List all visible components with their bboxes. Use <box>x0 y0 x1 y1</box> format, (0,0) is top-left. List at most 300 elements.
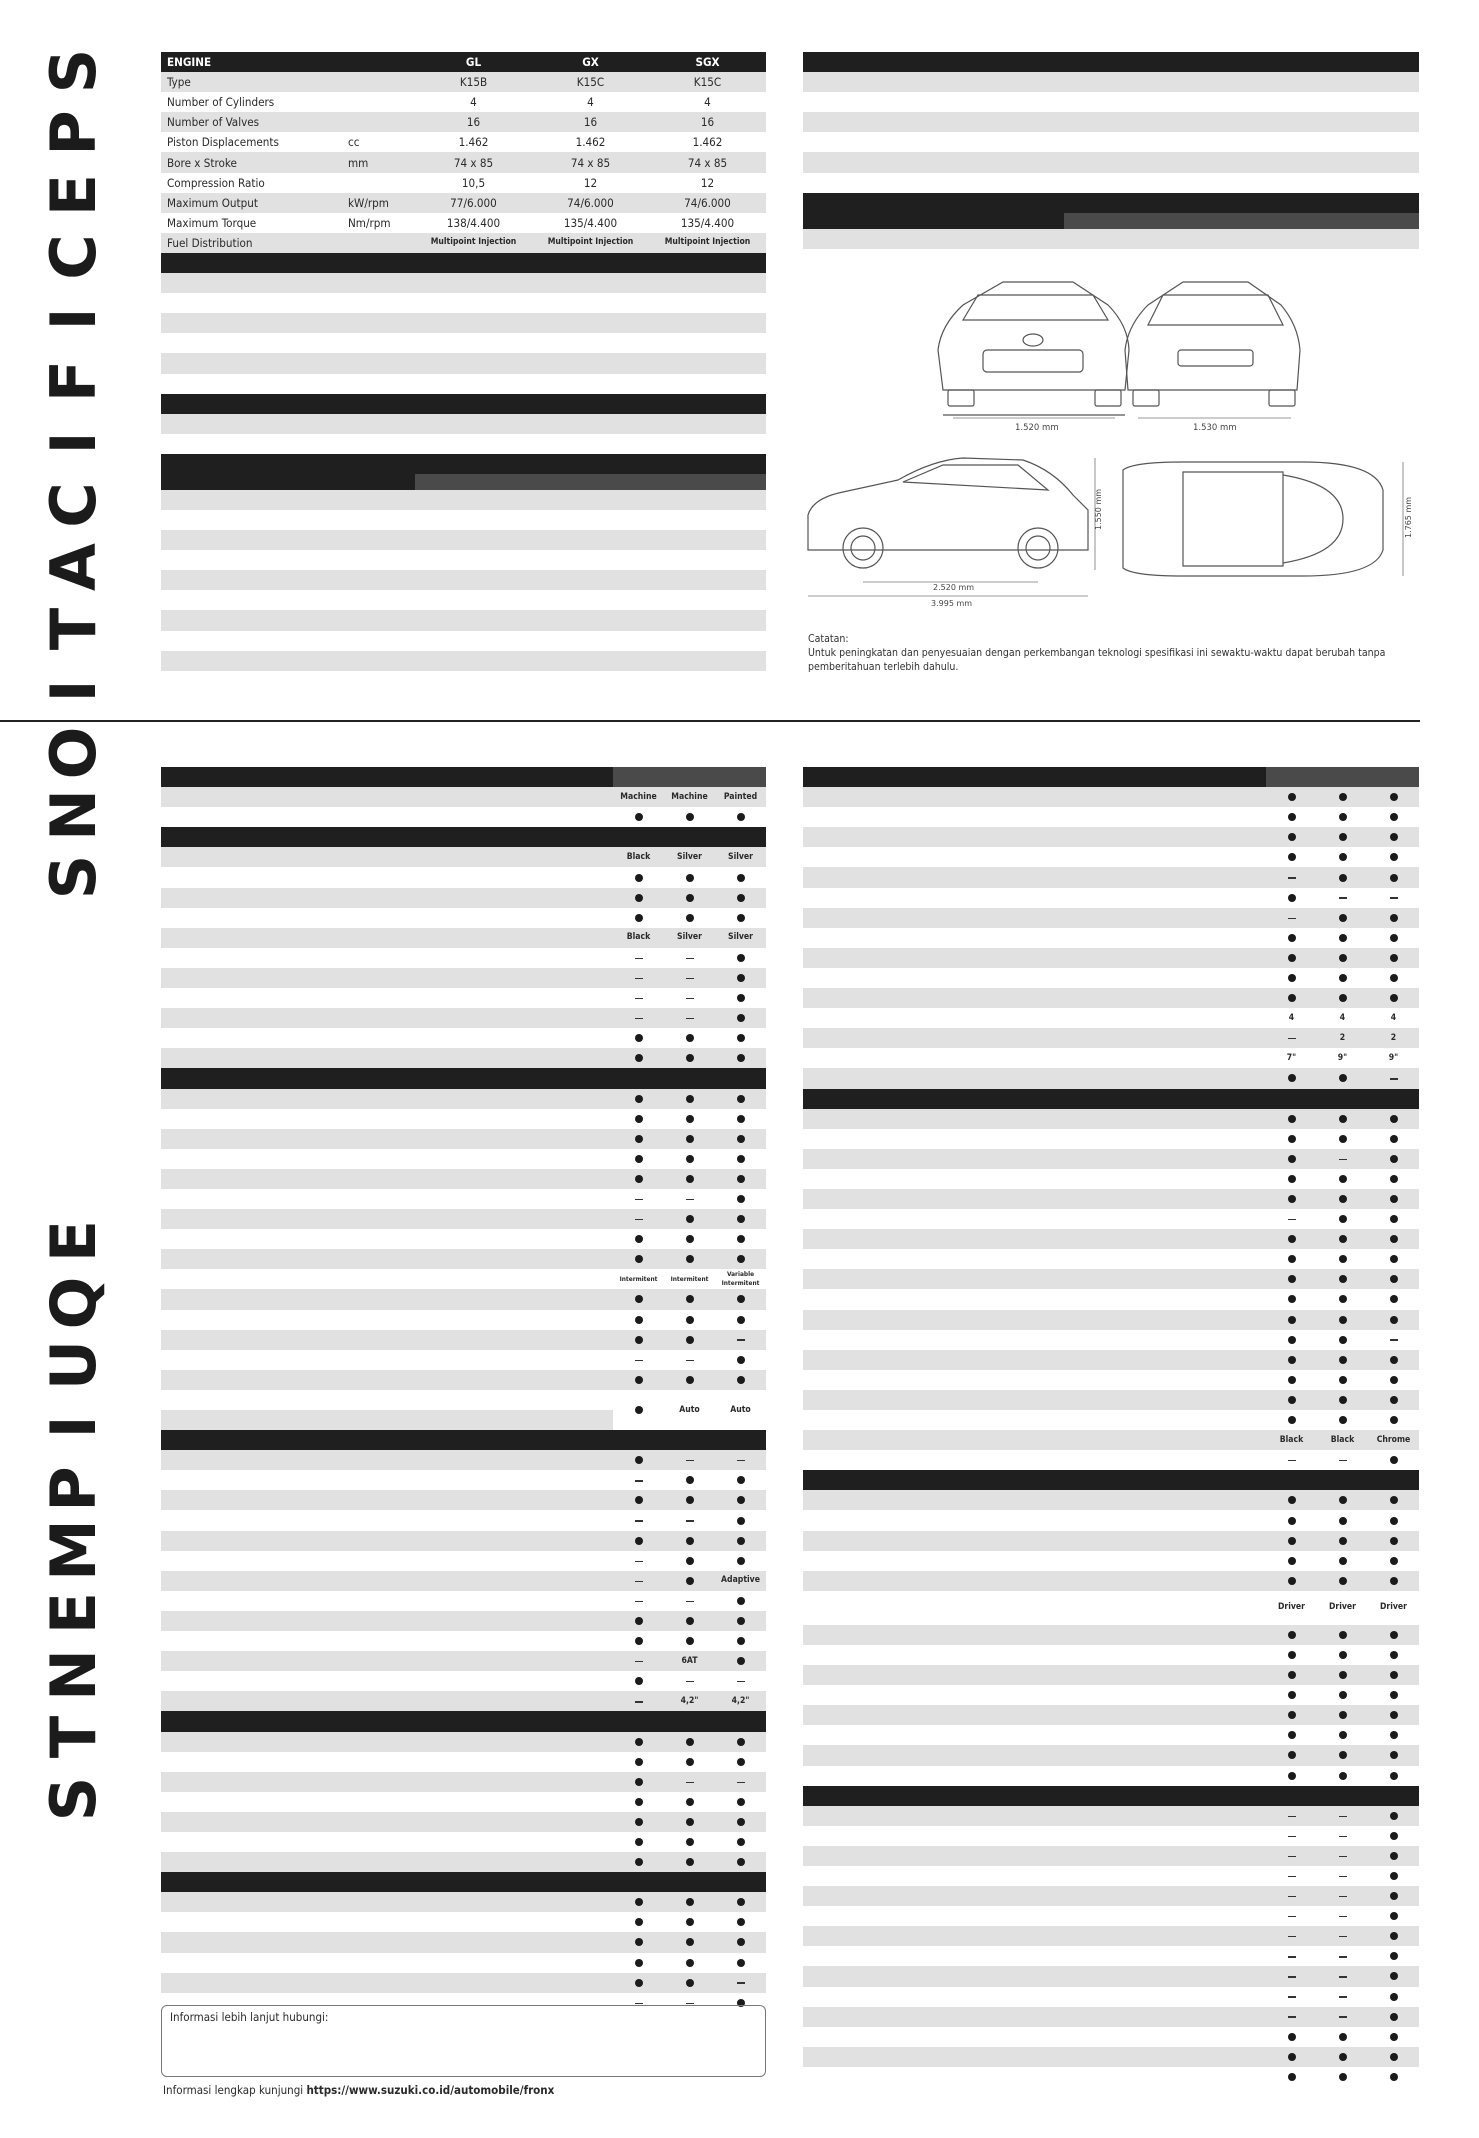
available-dot-icon <box>737 1235 745 1243</box>
side-title-letter: T <box>37 1715 110 1759</box>
spec-value: kW/rpm <box>342 193 415 213</box>
spec-value <box>592 530 649 550</box>
available-dot-icon <box>1390 1356 1398 1364</box>
equipment-availability <box>664 1571 715 1591</box>
spec-value <box>415 550 475 570</box>
equipment-availability <box>664 1109 715 1129</box>
equipment-availability <box>1368 1966 1419 1986</box>
spec-label <box>161 550 292 570</box>
side-title-letter: C <box>37 482 110 528</box>
table-row <box>803 1926 1419 1946</box>
available-dot-icon <box>737 1617 745 1625</box>
equipment-name <box>161 1048 359 1068</box>
not-available-dash-icon <box>686 1520 694 1521</box>
weight-table <box>803 193 1419 249</box>
available-dot-icon <box>1288 1631 1296 1639</box>
equipment-name <box>803 1450 1024 1470</box>
table-row <box>161 590 766 610</box>
spec-value <box>649 550 766 570</box>
equipment-availability <box>1317 1926 1368 1946</box>
equipment-availability <box>1368 1390 1419 1410</box>
available-dot-icon <box>635 874 643 882</box>
equipment-availability <box>664 908 715 928</box>
equipment-detail <box>359 1370 613 1390</box>
equipment-availability <box>1266 1725 1317 1745</box>
not-available-dash-icon <box>1339 1936 1347 1937</box>
equipment-detail <box>1024 1966 1266 1986</box>
equipment-right-panel <box>803 767 1419 2087</box>
equipment-availability <box>1317 1490 1368 1510</box>
available-dot-icon <box>1288 1135 1296 1143</box>
spec-value <box>649 570 766 590</box>
available-dot-icon <box>1288 1195 1296 1203</box>
not-available-dash-icon <box>1288 1976 1296 1977</box>
available-dot-icon <box>1339 1295 1347 1303</box>
equipment-availability: Adaptive <box>715 1571 766 1591</box>
rear-width-label: 1.530 mm <box>1193 423 1237 433</box>
equipment-availability <box>1266 1645 1317 1665</box>
equipment-availability: 6AT <box>664 1651 715 1671</box>
spec-unit <box>342 313 415 333</box>
equipment-availability <box>613 968 664 988</box>
equipment-availability <box>715 1490 766 1510</box>
equipment-availability <box>1266 1966 1317 1986</box>
spec-value: 74/6.000 <box>532 193 649 213</box>
equipment-detail <box>1024 1685 1266 1705</box>
spec-unit <box>342 273 415 293</box>
spec-value: K15C <box>532 72 649 92</box>
table-row <box>161 193 766 213</box>
equipment-availability: Black <box>1317 1430 1368 1450</box>
equipment-availability <box>1368 1926 1419 1946</box>
equipment-name <box>803 1685 1024 1705</box>
grade-header <box>1181 193 1298 213</box>
side-title-letter: P <box>37 110 110 156</box>
equipment-detail <box>1024 1209 1266 1229</box>
equipment-availability <box>664 1812 715 1832</box>
equipment-availability <box>1317 2027 1368 2047</box>
equipment-availability <box>1368 1846 1419 1866</box>
available-dot-icon <box>1288 1074 1296 1082</box>
available-dot-icon <box>686 1938 694 1946</box>
available-dot-icon <box>1288 1651 1296 1659</box>
equipment-name <box>803 1149 1024 1169</box>
side-view-drawing <box>808 458 1088 568</box>
spec-value: 74 x 85 <box>415 152 532 172</box>
equipment-availability <box>664 1631 715 1651</box>
equipment-detail <box>359 1048 613 1068</box>
equipment-detail <box>359 1109 613 1129</box>
side-title-letter: E <box>37 173 110 217</box>
equipment-availability <box>664 867 715 887</box>
equipment-availability <box>1317 1310 1368 1330</box>
equipment-availability <box>664 1953 715 1973</box>
table-row <box>161 1571 766 1591</box>
spec-value <box>415 651 475 671</box>
equipment-name <box>803 1725 1024 1745</box>
footer-text: Informasi lengkap kunjungi <box>163 2083 304 2097</box>
available-dot-icon <box>1390 1537 1398 1545</box>
available-dot-icon <box>1390 1852 1398 1860</box>
equipment-detail <box>1024 787 1266 807</box>
equipment-name <box>161 1611 359 1631</box>
not-available-dash-icon <box>1288 1936 1296 1937</box>
equipment-availability <box>664 1008 715 1028</box>
equipment-availability <box>613 1249 664 1269</box>
not-available-dash-icon <box>1390 1078 1398 1079</box>
equipment-name <box>803 888 1024 908</box>
available-dot-icon <box>1390 1772 1398 1780</box>
equipment-name <box>803 2027 1024 2047</box>
equipment-detail <box>1024 1645 1266 1665</box>
equipment-availability <box>664 1892 715 1912</box>
equipment-availability <box>613 1229 664 1249</box>
spec-label <box>803 229 1064 249</box>
transmission-type <box>1239 213 1298 229</box>
not-available-dash-icon <box>635 1561 643 1562</box>
equipment-availability <box>715 1792 766 1812</box>
available-dot-icon <box>1288 1356 1296 1364</box>
equipment-availability <box>1368 1571 1419 1591</box>
table-row <box>161 353 766 373</box>
section-header <box>803 1786 1266 1806</box>
grade-header <box>532 454 649 474</box>
equipment-availability <box>613 948 664 968</box>
available-dot-icon <box>1339 2073 1347 2081</box>
footer-url-link[interactable]: https://www.suzuki.co.id/automobile/fronx <box>306 2083 555 2097</box>
equipment-availability <box>1317 1987 1368 2007</box>
not-available-dash-icon <box>1288 1856 1296 1857</box>
equipment-name <box>161 867 359 887</box>
spec-unit <box>342 293 415 313</box>
equipment-availability <box>715 948 766 968</box>
equipment-detail <box>1024 1028 1266 1048</box>
equipment-availability <box>1368 1625 1419 1645</box>
available-dot-icon <box>686 1215 694 1223</box>
available-dot-icon <box>1390 1376 1398 1384</box>
not-available-dash-icon <box>635 1360 643 1361</box>
table-row <box>803 72 1419 92</box>
spec-value: 77/6.000 <box>415 193 532 213</box>
spec-value <box>475 631 532 651</box>
not-available-dash-icon <box>737 1782 745 1783</box>
equipment-availability <box>1317 1370 1368 1390</box>
available-dot-icon <box>1339 1255 1347 1263</box>
spec-value <box>532 510 592 530</box>
available-dot-icon <box>1339 1215 1347 1223</box>
table-row <box>161 1591 766 1611</box>
available-dot-icon <box>635 1316 643 1324</box>
equipment-availability <box>1317 2047 1368 2067</box>
spec-value <box>1064 173 1419 193</box>
equipment-availability <box>1317 1229 1368 1249</box>
available-dot-icon <box>1339 1671 1347 1679</box>
spec-value <box>342 173 415 193</box>
note-text: Untuk peningkatan dan penyesuaian dengan perkembangan teknologi spesifikasi ini sewaktu-waktu dapat berubah tanpa pemberitahuan terlebih dahulu. <box>808 647 1386 673</box>
table-row <box>803 1410 1419 1430</box>
table-row <box>803 767 1419 787</box>
equipment-name <box>803 867 1024 887</box>
equipment-availability: Black <box>1266 1430 1317 1450</box>
equipment-name <box>803 787 1024 807</box>
equipment-name <box>161 1189 359 1209</box>
available-dot-icon <box>1390 1557 1398 1565</box>
spec-value <box>415 333 766 353</box>
table-row <box>803 1886 1419 1906</box>
available-dot-icon <box>737 1175 745 1183</box>
equipment-availability <box>613 1973 664 1993</box>
equipment-detail <box>1024 1350 1266 1370</box>
section-divider <box>0 720 1420 722</box>
spec-label <box>161 414 415 434</box>
available-dot-icon <box>1339 1135 1347 1143</box>
spec-value: 135/4.400 <box>532 213 649 233</box>
available-dot-icon <box>686 1155 694 1163</box>
side-title-letter: I <box>37 679 110 703</box>
equipment-detail <box>1024 1531 1266 1551</box>
not-available-dash-icon <box>1339 2016 1347 2017</box>
available-dot-icon <box>686 1054 694 1062</box>
spec-label: Compression Ratio <box>161 173 342 193</box>
available-dot-icon <box>737 954 745 962</box>
side-title-letter: N <box>37 789 110 841</box>
dimensions-header <box>161 253 766 273</box>
table-row <box>803 1330 1419 1350</box>
equipment-availability <box>715 1470 766 1490</box>
equipment-detail <box>1024 1249 1266 1269</box>
spec-value <box>1064 152 1419 172</box>
equipment-name <box>803 988 1024 1008</box>
side-title-letter: I <box>37 431 110 455</box>
table-row <box>803 1390 1419 1410</box>
equipment-availability <box>715 1149 766 1169</box>
available-dot-icon <box>1390 974 1398 982</box>
available-dot-icon <box>737 1959 745 1967</box>
table-row <box>161 988 766 1008</box>
equipment-availability <box>613 1631 664 1651</box>
equipment-availability <box>715 1189 766 1209</box>
grade-column-header <box>613 767 664 787</box>
equipment-detail <box>359 1390 613 1410</box>
table-row <box>803 1625 1419 1645</box>
available-dot-icon <box>635 1959 643 1967</box>
available-dot-icon <box>737 1155 745 1163</box>
table-row <box>161 1812 766 1832</box>
equipment-availability <box>1368 847 1419 867</box>
not-available-dash-icon <box>1339 1996 1347 1997</box>
equipment-availability <box>664 1832 715 1852</box>
equipment-detail <box>359 1510 613 1530</box>
equipment-availability <box>715 1631 766 1651</box>
available-dot-icon <box>635 914 643 922</box>
equipment-availability <box>613 1611 664 1631</box>
equipment-availability <box>1317 1269 1368 1289</box>
available-dot-icon <box>686 1235 694 1243</box>
spec-value <box>342 72 415 92</box>
equipment-name <box>161 888 359 908</box>
spec-value <box>1181 229 1239 249</box>
spec-value: Multipoint Injection <box>532 233 649 253</box>
available-dot-icon <box>686 1376 694 1384</box>
equipment-availability <box>715 1732 766 1752</box>
available-dot-icon <box>1339 974 1347 982</box>
equipment-availability <box>1317 1531 1368 1551</box>
equipment-availability <box>1368 1370 1419 1390</box>
equipment-availability <box>715 1048 766 1068</box>
equipment-availability <box>715 1531 766 1551</box>
table-row <box>803 1946 1419 1966</box>
equipment-availability: Chrome <box>1368 1430 1419 1450</box>
not-available-dash-icon <box>635 1018 643 1019</box>
equipment-availability <box>664 1028 715 1048</box>
transmission-table <box>161 454 766 671</box>
equipment-detail <box>1024 1551 1266 1571</box>
table-row <box>803 1571 1419 1591</box>
section-header <box>803 1089 1266 1109</box>
top-width-label: 1.765 mm <box>1404 496 1413 538</box>
contact-box[interactable] <box>161 2005 766 2077</box>
side-title-letter: F <box>37 359 110 403</box>
equipment-availability <box>715 1008 766 1028</box>
table-row <box>803 928 1419 948</box>
equipment-name <box>803 1289 1024 1309</box>
equipment-detail <box>1024 1149 1266 1169</box>
equipment-availability <box>1317 1745 1368 1765</box>
available-dot-icon <box>686 1918 694 1926</box>
grade-column-header <box>1368 767 1419 787</box>
side-title-letter: T <box>37 607 110 651</box>
table-row <box>161 1651 766 1671</box>
available-dot-icon <box>686 1295 694 1303</box>
gear-name <box>292 570 415 590</box>
equipment-availability <box>1368 1269 1419 1289</box>
equipment-detail <box>359 968 613 988</box>
equipment-availability <box>715 1932 766 1952</box>
equipment-availability <box>1368 1310 1419 1330</box>
equipment-availability <box>613 867 664 887</box>
equipment-detail <box>359 1973 613 1993</box>
table-row <box>803 1289 1419 1309</box>
equipment-detail <box>1024 1008 1266 1028</box>
transmission-type <box>592 474 649 490</box>
available-dot-icon <box>635 1798 643 1806</box>
spec-sub-label <box>1003 132 1064 152</box>
equipment-name <box>803 1370 1024 1390</box>
transmission-header <box>161 454 415 490</box>
available-dot-icon <box>635 1898 643 1906</box>
equipment-availability <box>715 1089 766 1109</box>
available-dot-icon <box>737 1476 745 1484</box>
not-available-dash-icon <box>1288 1836 1296 1837</box>
available-dot-icon <box>686 894 694 902</box>
table-row <box>161 112 766 132</box>
equipment-detail <box>359 888 613 908</box>
available-dot-icon <box>1288 1691 1296 1699</box>
available-dot-icon <box>737 1517 745 1525</box>
available-dot-icon <box>737 1255 745 1263</box>
equipment-name <box>161 1792 359 1812</box>
equipment-availability <box>715 1852 766 1872</box>
section-header-fill <box>613 1430 766 1450</box>
spec-value: Nm/rpm <box>342 213 415 233</box>
spec-label <box>161 353 342 373</box>
gear-name <box>292 550 415 570</box>
table-row <box>161 1109 766 1129</box>
equipment-detail <box>1024 1310 1266 1330</box>
spec-value <box>342 92 415 112</box>
spec-value: 74 x 85 <box>532 152 649 172</box>
section-header-fill <box>613 1711 766 1731</box>
table-row <box>803 867 1419 887</box>
equipment-name <box>161 1691 359 1711</box>
available-dot-icon <box>686 1115 694 1123</box>
equipment-name <box>803 1410 1024 1430</box>
table-row <box>161 1912 766 1932</box>
equipment-availability <box>664 1973 715 1993</box>
not-available-dash-icon <box>1288 1219 1296 1220</box>
equipment-detail <box>359 1350 613 1370</box>
equipment-name <box>803 1129 1024 1149</box>
equipment-availability <box>1317 908 1368 928</box>
vehicle-dimension-drawings <box>803 270 1419 620</box>
side-title-letter: S <box>37 48 110 94</box>
equipment-availability <box>1368 2047 1419 2067</box>
equipment-availability <box>715 1028 766 1048</box>
equipment-availability <box>1368 1826 1419 1846</box>
equipment-detail <box>359 1912 613 1932</box>
table-row <box>161 1008 766 1028</box>
equipment-name <box>803 1665 1024 1685</box>
available-dot-icon <box>1288 1336 1296 1344</box>
table-row <box>803 1310 1419 1330</box>
spec-value: 135/4.400 <box>649 213 766 233</box>
equipment-name <box>803 1189 1024 1209</box>
equipment-name <box>161 1832 359 1852</box>
table-row <box>803 1705 1419 1725</box>
grade-header <box>1064 193 1181 213</box>
spec-label <box>803 173 1003 193</box>
equipment-availability <box>613 1310 664 1330</box>
not-available-dash-icon <box>1390 1339 1398 1340</box>
gear-name <box>292 510 415 530</box>
spec-value <box>532 610 592 630</box>
equipment-detail <box>1024 847 1266 867</box>
equipment-name <box>161 807 359 827</box>
section-header <box>161 767 613 787</box>
spec-sub-label <box>1003 72 1064 92</box>
equipment-name <box>803 1068 1024 1088</box>
equipment-availability <box>1266 1450 1317 1470</box>
table-row <box>803 1189 1419 1209</box>
equipment-availability: 4 <box>1266 1008 1317 1028</box>
equipment-availability <box>664 1932 715 1952</box>
table-row <box>161 1269 766 1289</box>
equipment-name <box>803 1906 1024 1926</box>
available-dot-icon <box>686 1496 694 1504</box>
spec-value <box>415 374 766 394</box>
equipment-availability <box>664 1912 715 1932</box>
available-dot-icon <box>1390 874 1398 882</box>
available-dot-icon <box>686 1255 694 1263</box>
equipment-detail <box>359 1209 613 1229</box>
equipment-availability <box>1368 1169 1419 1189</box>
equipment-availability <box>715 1551 766 1571</box>
equipment-availability: Silver <box>664 928 715 948</box>
available-dot-icon <box>737 1376 745 1384</box>
table-row <box>803 132 1419 152</box>
equipment-availability <box>1317 1249 1368 1269</box>
available-dot-icon <box>737 1657 745 1665</box>
